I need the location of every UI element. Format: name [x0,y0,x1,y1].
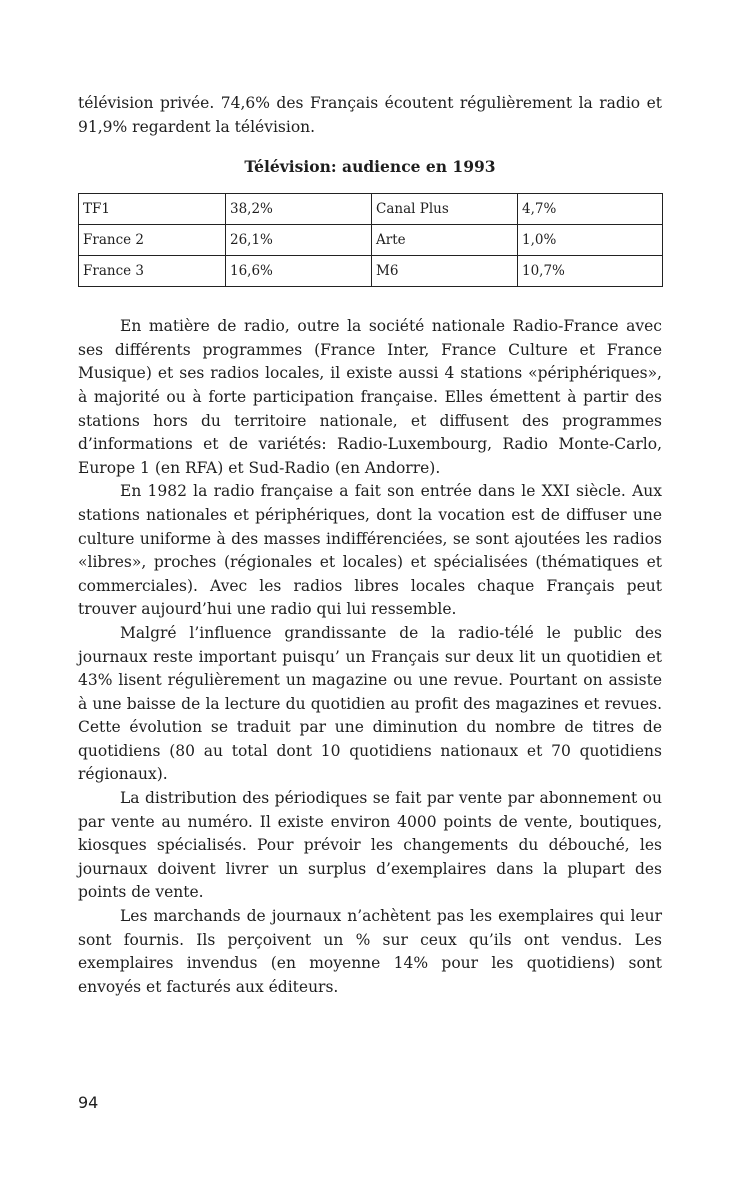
channel-cell: France 3 [79,256,226,287]
body-paragraph-marchands: Les marchands de journaux n’achètent pas les exemplaires qui leur sont fournis. Ils perçoivent un % sur ceux qu’ils ont vendus. Les exemplaires invendus (en moyenne 14% pour les quotidiens) sont envoyés et facturés aux éditeurs. [78,907,662,996]
intro-paragraph: télévision privée. 74,6% des Français écoutent régulièrement la radio et 91,9% regardent la télévision. [78,94,662,136]
share-cell: 16,6% [226,256,372,287]
page-content [78,92,662,999]
share-cell: 4,7% [518,194,663,225]
share-cell: 1,0% [518,225,663,256]
table-row [79,256,663,287]
share-cell: 26,1% [226,225,372,256]
share-cell: 38,2% [226,194,372,225]
channel-cell: Canal Plus [372,194,518,225]
body-paragraph-radio: En matière de radio, outre la société nationale Radio-France avec ses différents programmes (France Inter, France Culture et France Musique) et ses radios locales, il existe aussi 4 stations «périphériques», à majorité ou à forte participation française. Elles émettent à partir des stations hors du territoire nationale, et diffusent des programmes d’informations et de variétés: Radio-Luxembourg, Radio Monte-Carlo, Europe 1 (en RFA) et Sud-Radio (en Andorre). [78,317,662,477]
table-row [79,194,663,225]
page-number: 94 [78,1093,99,1112]
audience-table [78,193,663,287]
table-row [79,225,663,256]
channel-cell: M6 [372,256,518,287]
table-title: Télévision: audience en 1993 [244,157,496,177]
share-cell: 10,7% [518,256,663,287]
channel-cell: France 2 [79,225,226,256]
body-paragraph-radios-libres: En 1982 la radio française a fait son entrée dans le XXI siècle. Aux stations nationales et périphériques, dont la vocation est de diffuser une culture uniforme à des masses indifférenciées, se sont ajoutées les radios «libres», proches (régionales et locales) et spécialisées (thématiques et commerciales). Avec les radios libres locales chaque Français peut trouver aujourd’hui une radio qui lui ressemble. [78,482,662,619]
channel-cell: Arte [372,225,518,256]
channel-cell: TF1 [79,194,226,225]
body-paragraph-journaux: Malgré l’influence grandissante de la radio-télé le public des journaux reste important puisqu’ un Français sur deux lit un quotidien et 43% lisent régulièrement un magazine ou une revue. Pourtant on assiste à une baisse de la lecture du quotidien au profit des magazines et revues. Cette évolution se traduit par une diminution du nombre de titres de quotidiens (80 au total dont 10 quotidiens nationaux et 70 quotidiens régionaux). [78,623,662,784]
body-paragraph-distribution: La distribution des périodiques se fait par vente par abonnement ou par vente au numéro. Il existe environ 4000 points de vente, boutiques, kiosques spécialisés. Pour prévoir les changements du débouché, les journaux doivent livrer un surplus d’exemplaires dans la plupart des points de vente. [78,789,662,902]
